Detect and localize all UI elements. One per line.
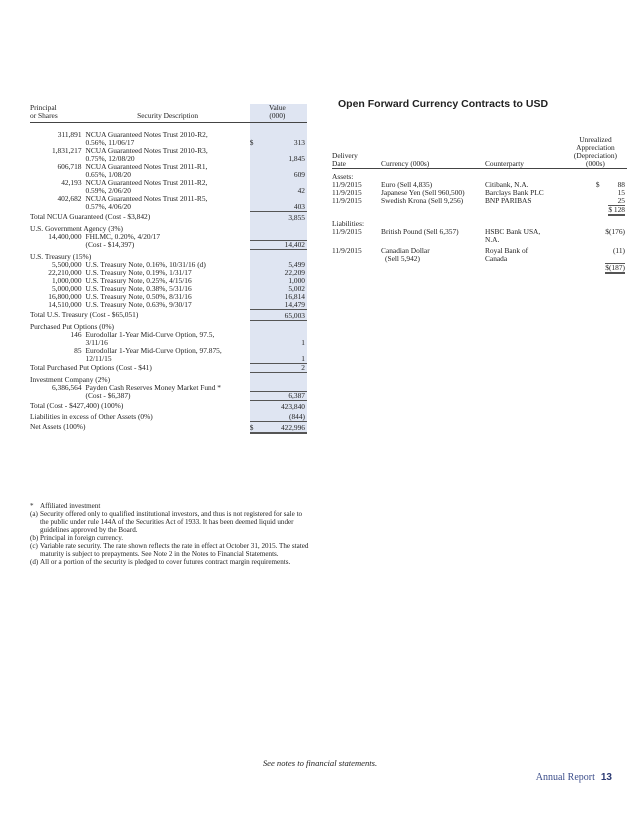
- header-principal: Principal or Shares: [30, 103, 58, 120]
- holding-shares: 6,386,564: [51, 382, 82, 392]
- holding-value: 403: [250, 203, 307, 211]
- holding-value: 5,499: [250, 261, 307, 269]
- contract-value: $(176): [605, 226, 625, 236]
- holding-description: U.S. Treasury Note, 0.25%, 4/15/16: [85, 275, 192, 285]
- contract-value: $ 88: [595, 179, 625, 189]
- total-value: 65,003: [250, 309, 307, 320]
- holding-description: 0.75%, 12/08/20: [85, 153, 135, 163]
- total-label: Liabilities in excess of Other Assets (0%): [30, 411, 153, 421]
- holding-description: 0.56%, 11/06/17: [85, 137, 135, 147]
- contract-row: [332, 228, 627, 244]
- section-heading: [30, 373, 307, 384]
- assets-total: [332, 205, 627, 216]
- holding-shares: 1,000,000: [51, 275, 82, 285]
- assets-label: [332, 168, 627, 180]
- footnote-text: Principal in foreign currency.: [40, 533, 124, 542]
- holding-description: 0.57%, 4/06/20: [85, 201, 131, 211]
- holding-description: 3/11/16: [85, 338, 108, 348]
- header-description: Security Description: [137, 110, 199, 120]
- holding-shares: 42,193: [61, 177, 82, 187]
- section-label: Purchased Put Options (0%): [30, 322, 114, 332]
- contract-counterparty: HSBC Bank USA, N.A.: [485, 226, 541, 244]
- holding-row: [30, 241, 307, 250]
- holding-row: [30, 233, 307, 241]
- holding-description: Eurodollar 1-Year Mid-Curve Option, 97.875,: [85, 346, 222, 356]
- holding-row: [30, 331, 307, 339]
- footnote-key: (c): [30, 541, 38, 550]
- contract-row: [332, 197, 627, 205]
- contract-currency: Canadian Dollar (Sell 5,942): [381, 245, 430, 263]
- holding-value: 5,002: [250, 285, 307, 293]
- holding-shares: 5,500,000: [51, 259, 82, 269]
- contract-row: [332, 247, 627, 263]
- holding-description: U.S. Treasury Note, 0.19%, 1/31/17: [85, 267, 192, 277]
- footnote-text: Security offered only to qualified institutional investors, and thus is not registered for sale to the public under rule 144A of the Securities Act of 1933. It has been deemed liquid under guidelines approved by the Board.: [40, 509, 303, 534]
- holding-value: $ 313: [249, 137, 305, 147]
- holding-description: 12/11/15: [85, 354, 112, 364]
- holding-description: 0.59%, 2/06/20: [85, 185, 131, 195]
- contract-date: 11/9/2015: [332, 187, 362, 197]
- holding-row: [30, 203, 307, 211]
- holding-shares: 14,400,000: [48, 231, 82, 241]
- footnote-text: All or a portion of the security is pledged to cover futures contract margin requirements.: [40, 557, 291, 566]
- header-appreciation: Unrealized Appreciation (Depreciation) (000s): [573, 135, 617, 168]
- contract-date: 11/9/2015: [332, 245, 362, 255]
- total-row: [30, 309, 307, 320]
- footnote-key: (a): [30, 509, 38, 518]
- section-label: U.S. Government Agency (3%): [30, 223, 123, 233]
- holding-row: [30, 301, 307, 309]
- total-value: $ 422,996: [249, 422, 305, 432]
- holding-value: 42: [250, 187, 307, 195]
- holding-row: [30, 131, 307, 139]
- holding-shares: 22,210,000: [48, 267, 82, 277]
- footnotes: [30, 503, 310, 567]
- contract-counterparty: Barclays Bank PLC: [485, 187, 544, 197]
- holding-row: [30, 347, 307, 355]
- holding-shares: [30, 203, 86, 211]
- contract-currency: British Pound (Sell 6,357): [381, 226, 459, 236]
- holding-description: NCUA Guaranteed Notes Trust 2010-R3,: [85, 145, 208, 155]
- holding-description: U.S. Treasury Note, 0.63%, 9/30/17: [85, 299, 192, 309]
- total-row: [30, 421, 307, 432]
- liabilities-label-text: Liabilities:: [332, 218, 365, 228]
- holding-description: U.S. Treasury Note, 0.50%, 8/31/16: [85, 291, 192, 301]
- holding-description: (Cost - $14,397): [85, 239, 135, 249]
- holding-shares: [30, 392, 86, 401]
- total-label: Net Assets (100%): [30, 422, 86, 432]
- forward-header: [332, 136, 627, 168]
- footnote-text: Variable rate security. The rate shown reflects the rate in effect at October 31, 2015. The stated maturity is subject to prepayments. See Note 2 in the Notes to Financial Statements.: [40, 541, 309, 558]
- total-row: [30, 400, 307, 410]
- holding-value: 1,000: [250, 277, 307, 285]
- contract-value: (11): [612, 245, 625, 255]
- holding-description: Payden Cash Reserves Money Market Fund *: [85, 382, 221, 392]
- contract-currency: Euro (Sell 4,835): [381, 179, 433, 189]
- holding-shares: 5,000,000: [51, 283, 82, 293]
- total-value: 423,840: [250, 400, 307, 410]
- holding-shares: 85: [74, 346, 82, 356]
- holding-value: 6,387: [250, 392, 307, 401]
- section-label: U.S. Treasury (15%): [30, 251, 92, 261]
- holding-shares: 311,891: [57, 129, 82, 139]
- holding-description: U.S. Treasury Note, 0.38%, 5/31/16: [85, 283, 192, 293]
- holding-value: 609: [250, 171, 307, 179]
- contract-value: 15: [617, 187, 625, 197]
- holding-shares: 1,831,217: [51, 145, 82, 155]
- holding-value: [250, 331, 307, 339]
- footnote: [30, 543, 310, 559]
- contract-date: 11/9/2015: [332, 226, 362, 236]
- holding-shares: [30, 241, 86, 250]
- holding-row: [30, 392, 307, 401]
- holdings-table: [30, 104, 307, 434]
- contract-row: [332, 189, 627, 197]
- holding-value: 14,479: [250, 301, 307, 309]
- holding-shares: 146: [70, 330, 82, 340]
- holding-shares: 14,510,000: [48, 299, 82, 309]
- total-value: 3,855: [250, 211, 307, 221]
- holding-row: [30, 179, 307, 187]
- holding-description: NCUA Guaranteed Notes Trust 2011-R5,: [85, 193, 208, 203]
- total-label: Total Purchased Put Options (Cost - $41): [30, 362, 152, 372]
- footnote-key: (d): [30, 557, 39, 566]
- contract-counterparty: Royal Bank of Canada: [485, 245, 529, 263]
- holding-description: NCUA Guaranteed Notes Trust 2010-R2,: [85, 129, 208, 139]
- holding-value: 1: [250, 339, 307, 347]
- page-number: 13: [600, 772, 612, 783]
- holding-row: [30, 147, 307, 155]
- holding-shares: 606,718: [57, 161, 82, 171]
- holding-description: U.S. Treasury Note, 0.16%, 10/31/16 (d): [85, 259, 206, 269]
- holding-description: Eurodollar 1-Year Mid-Curve Option, 97.5,: [85, 330, 215, 340]
- holding-value: 14,402: [250, 241, 307, 250]
- holding-value: [250, 347, 307, 355]
- see-notes-text: See notes to financial statements.: [262, 758, 378, 768]
- holding-value: 1: [250, 355, 307, 363]
- contract-value: 25: [617, 195, 625, 205]
- total-label: Total U.S. Treasury (Cost - $65,051): [30, 310, 139, 320]
- holding-shares: 16,800,000: [48, 291, 82, 301]
- report-name: Annual Report: [535, 772, 595, 783]
- total-row: [30, 211, 307, 221]
- liabilities-total: [332, 263, 627, 274]
- header-counterparty: Counterparty: [485, 158, 524, 168]
- footnote: [30, 559, 310, 567]
- header-delivery-date: Delivery Date: [332, 150, 358, 168]
- contract-currency: Swedish Krona (Sell 9,256): [381, 195, 464, 205]
- contract-currency: Japanese Yen (Sell 960,500): [381, 187, 465, 197]
- total-row: [30, 411, 307, 421]
- forward-contracts-title: Open Forward Currency Contracts to USD: [338, 98, 549, 110]
- contract-date: 11/9/2015: [332, 195, 362, 205]
- holding-shares: 402,682: [57, 193, 82, 203]
- total-value: (844): [250, 411, 307, 421]
- forward-contracts-table: [332, 136, 627, 274]
- section-label: Investment Company (2%): [30, 374, 111, 384]
- holding-row: [30, 163, 307, 171]
- holdings-header: [30, 104, 307, 122]
- header-value: Value (000): [250, 104, 307, 122]
- total-row: [30, 364, 307, 373]
- contract-counterparty: BNP PARIBAS: [485, 195, 532, 205]
- liabilities-total-value: $(187): [605, 262, 625, 272]
- holding-description: NCUA Guaranteed Notes Trust 2011-R1,: [85, 161, 208, 171]
- assets-total-value: $ 128: [608, 204, 625, 214]
- footnote-key: (b): [30, 533, 39, 542]
- page-footer: [536, 772, 612, 783]
- footnote-key: *: [30, 502, 34, 510]
- holding-description: (Cost - $6,387): [85, 390, 131, 400]
- holding-value: 22,209: [250, 269, 307, 277]
- footnote-text: Affiliated investment: [40, 502, 101, 510]
- total-label: Total NCUA Guaranteed (Cost - $3,842): [30, 212, 151, 222]
- holding-row: [30, 384, 307, 392]
- contract-date: 11/9/2015: [332, 179, 362, 189]
- header-currency: Currency (000s): [381, 158, 430, 168]
- holding-row: [30, 195, 307, 203]
- holding-value: 1,845: [250, 155, 307, 163]
- assets-label-text: Assets:: [332, 171, 354, 181]
- holding-value: 16,814: [250, 293, 307, 301]
- total-label: Total (Cost - $427,400) (100%): [30, 401, 124, 411]
- contract-row: [332, 181, 627, 189]
- total-value: 2: [250, 364, 307, 373]
- holding-description: FHLMC, 0.20%, 4/20/17: [85, 231, 161, 241]
- footnote: [30, 511, 310, 535]
- contract-counterparty: Citibank, N.A.: [485, 179, 529, 189]
- holding-description: NCUA Guaranteed Notes Trust 2011-R2,: [85, 177, 208, 187]
- liabilities-label: [332, 216, 627, 228]
- holding-description: 0.65%, 1/08/20: [85, 169, 131, 179]
